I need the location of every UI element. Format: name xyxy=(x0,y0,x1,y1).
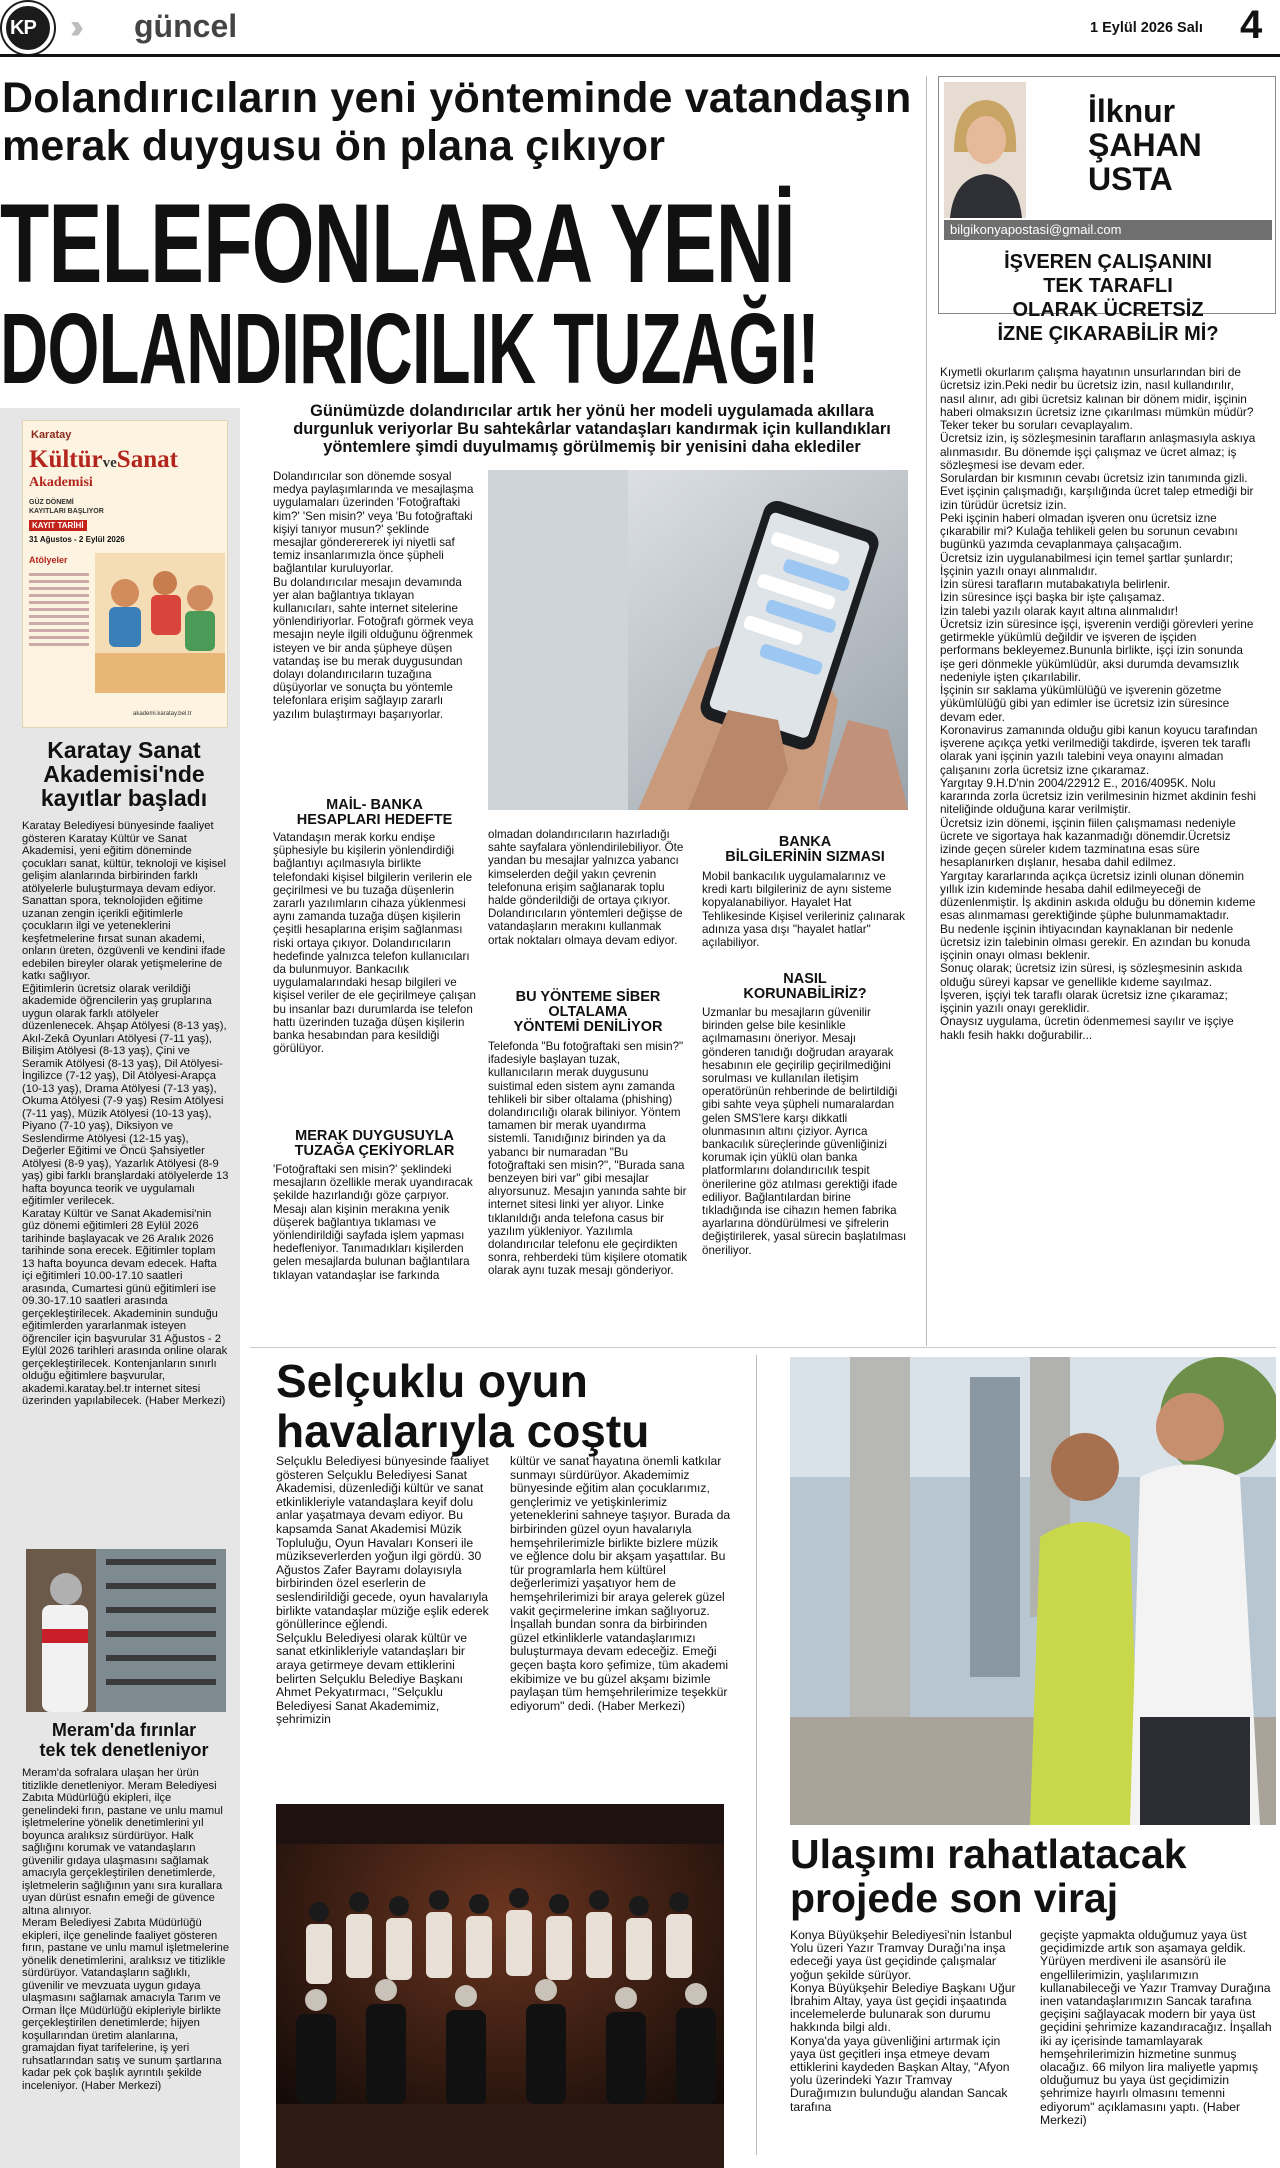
bakery-headline: Meram'da fırınlar tek tek denetleniyor xyxy=(39,1720,209,1760)
masthead xyxy=(0,0,1280,56)
bakery-photo xyxy=(26,1549,226,1712)
lead-headline-2: DOLANDIRICILIK TUZAĞI! xyxy=(0,293,819,405)
author-last: ŞAHAN xyxy=(1088,127,1202,163)
selcuklu-text-1: Selçuklu Belediyesi bünyesinde faaliyet gösteren Selçuklu Belediyesi Sanat Akademisi, düzenlediği kültür ve sanat etkinlikleriyle vatandaşlara keyif dolu anlar yaşatmaya devam ediyor. Bu kapsamda Sanat Akademisi Müzik Topluluğu, Oyun Havaları Konseri ile müzikseverlerden yoğun ilgi gördü. 30 Ağustos Zafer Bayramı dolayısıyla birbirinden özel eserlerin de seslendirildiği gecede, oyun havalarıyla birlikte vatandaşlar müziğe eşlik ederek gönüllerince eğlendi. Selçuklu Belediyesi olarak kültür ve sanat etkinlikleriyle vatandaşları bir araya getirmeye devam ettiklerini belirten Selçuklu Belediye Başkanı Ahmet Pekyatırmacı, "Selçuklu Belediyesi Sanat Akademimiz, şehrimizin xyxy=(276,1454,489,1727)
lead-kicker: Dolandırıcıların yeni yönteminde vatandaşın merak duygusu ön plana çıkıyor xyxy=(2,74,912,170)
author-first: İlknur xyxy=(1088,93,1176,129)
page-number: 4 xyxy=(1240,3,1263,47)
lead-headline-1: TELEFONLARA YENİ xyxy=(0,181,795,306)
selcuklu-text-2: kültür ve sanat hayatına önemli katkılar sunmayı sürdürüyor. Akademimiz bünyesinde eğitim alan çocuklarımız, gençlerimiz ve yetişkinlerimiz yeteneklerini sahneye taşıyor. Burada da birbirinden güzel oyun havalarıyla hemşehrilerimizle birlikte bizlere müzik ve eğlence dolu bir akşam yaşattılar. Bu tür programlarla hem kültürel değerlerimizi yaşatıyor hem de hemşehrilerimizi bir araya gelerek güzel vakit geçirmelerine imkan sağlıyoruz. İnşallah bundan sonra da birbirinden güzel etkinliklerle vatandaşlarımızı buluşturmaya devam edeceğiz. Emeği geçen başta koro şefimize, tüm akademi ekibimize ve bu güzel akşamı bizimle paylaşan tüm hemşehrilerimize teşekkür ediyorum" dedi. (Haber Merkezi) xyxy=(510,1454,731,1713)
logo: KP xyxy=(2,2,54,54)
lead-sub-korunma: NASIL KORUNABİLİRİZ? xyxy=(743,971,867,1002)
section-name: güncel xyxy=(134,8,238,44)
lead-text-b: Vatandaşın merak korku endişe şüphesiyle bu kişilerin yönlendirdiği bağlantıyı açılmasıyla birlikte telefondaki kişisel bilgilerin verilerin ele geçirilmesi ve bu tuzağa düşenlerin zararlı yazılımların cihaza yüklenmesi aynı zamanda tuzağa düşen kişilerin çeşitli hesaplarına erişim sağlanması riski ortaya çıkıyor. Dolandırıcıların hedefinde yalnızca telefon kullanıcıları da bulunmuyor. Bankacılık uygulamalarındaki hesap bilgileri ve kişisel veriler de ele geçirilmeye çalışan bu insanlar bazı durumlarda ise telefon hattı üzerinden tuzağa düşen kişilerin banka hesabından para kesildiği görülüyor. xyxy=(273,831,476,1056)
lead-text-g: Uzmanlar bu mesajların güvenilir birinden gelse bile kesinlikle açılmamasını öneriyor. Mesajı gönderen tanıdığı doğrudan arayarak hesabının ele geçirilip geçirilmediğini sorulması ve kullanılan iletişim operatörünün rehberinde de belirtildiği gibi sahte veya şüpheli numaralardan gelen SMS'lere karşı dikkatli olunmasının altını çiziyor. Ayrıca bankacılık süreçlerinde güvenliğinizi korumak için yüklü olan banka platformlarını dolandırıcılık tespit önerilerine göz atılması gerektiği ifade ediliyor. Bağlantılardan birine tıkladığında ise cihazın hemen fabrika ayarlarına döndürülmesi ve şifrelerin değiştirilerek, yasal sürecin başlatılması öneriliyor. xyxy=(702,1006,907,1257)
lead-text-f: Mobil bankacılık uygulamalarınız ve kredi kartı bilgileriniz de aynı sisteme kopyalanabiliyor. Hayalet Hat Tehlikesinde Kişisel verileriniz çalınarak adınıza yasa dışı "hayalet hatlar" açılabiliyor. xyxy=(702,870,905,950)
author-email: bilgikonyapostasi@gmail.com xyxy=(944,220,1272,240)
rule-mid xyxy=(250,1347,1276,1348)
concert-photo xyxy=(276,1804,724,2168)
karatay-text: Karatay Belediyesi bünyesinde faaliyet gösteren Karatay Kültür ve Sanat Akademisi, yeni eğitim döneminde çocukları sanat, kültür, teknoloji ve kişisel gelişim alanlarında birbirinden farklı atölyelerle buluşturmaya devam ediyor. Sanattan sporа, teknolojiden eğitime uzanan zengin içerikli eğitimlerle çocukların ilgi ve yeteneklerini keşfetmelerine fırsat sunan akademi, onların üreten, özgüvenli ve kendini ifade edebilen bireyler olarak yetişmelerine de katkı sağlıyor. Eğitimlerin ücretsiz olarak verildiği akademide öğrencilerin yaş gruplarına uygun olarak farklı atölyeler düzenlenecek. Ahşap Atölyesi (8-13 yaş), Akıl-Zekâ Oyunları Atölyesi (7-11 yaş), Bilişim Atölyesi (8-13 yaş), Çini ve Seramik Atölyesi (8-13 yaş), Dil Atölyesi-İngilizce (7-12 yaş), Dil Atölyesi-Arapça (10-13 yaş), Drama Atölyesi (7-13 yaş), Okuma Atölyesi (7-9 yaş) Resim Atölyesi (7-11 yaş), Müzik Atölyesi (10-13 yaş), Piyano (7-10 yaş), Diksiyon ve Seslendirme Atölyesi (12-15 yaş), Değerler Eğitimi ve Öncü Şahsiyetler Atölyesi (8-9 yaş), Yazarlık Atölyesi (8-9 yaş) gibi farklı branşlardaki atölyelerde 13 hafta boyunca teorik ve uygulamalı eğitimler verilecek. Karatay Kültür ve Sanat Akademisi'nin güz dönemi eğitimleri 28 Eylül 2026 tarihinde başlayacak ve 26 Aralık 2026 tarihinde sona erecek. Eğitimler toplam 13 hafta boyunca devam edecek. Hafta içi eğitimleri 10.00-17.10 saatleri arasında, Cumartesi günü eğitimleri ise 09.30-17.10 saatleri arasında gerçekleştirilecek. Akademinin sunduğu eğitimlerden yararlanmak isteyen öğrenciler için başvurular 31 Ağustos - 2 Eylül 2026 tarihleri arasında online olarak gerçekleştirilecek. Kontenjanların sınırlı olduğu eğitimlere başvurular, akademi.karatay.bel.tr internet sitesi üzerinden yapılabilecek. (Haber Merkezi) xyxy=(22,820,229,1407)
lead-sub-merak: MERAK DUYGUSUYLA TUZAĞA ÇEKİYORLAR xyxy=(294,1128,455,1159)
ulasim-text-1: Konya Büyükşehir Belediyesi'nin İstanbul Yolu üzeri Yazır Tramvay Durağı'na inşa edeceği yaya üst geçidinde çalışmalar yoğun şekilde sürüyor. Konya Büyükşehir Belediye Başkanı Uğur İbrahim Altay, yaya üst geçidi inşaatında incelemelerde bulunarak son durumu hakkında bilgi aldı. Konya'da yaya güvenliğini artırmak için yaya üst geçitleri inşa etmeye devam ettiklerini kaydeden Başkan Altay, "Afyon yolu üzerindeki Yazır Tramvay Durağımızın bulunduğu alandan Sancak tarafına xyxy=(790,1928,1016,2114)
lead-sub-oltalama: BU YÖNTEME SİBER OLTALAMA YÖNTEMİ DENİLİYOR xyxy=(513,989,663,1035)
column-text: Kıymetli okurlarım çalışma hayatının unsurlarından biri de ücretsiz izin.Peki nedir bu ücretsiz izin, nasıl kullandırılır, nasıl alınır, adı gibi ücretsiz kalınan bir dönem midir, işçinin haberi olmaksızın ücretsiz izne çıkarılması mümkün müdür? Teker teker bu soruları cevaplayalım. Ücretsiz izin, iş sözleşmesinin tarafların anlaşmasıyla askıya alınmasıdır. Bu dönemde işçi çalışmaz ve ücret almaz; iş sözleşmesi ise devam eder. Sorulardan bir kısmının cevabı ücretsiz izin tanımında gizli. Evet işçinin çalışmadığı, karşılığında ücret talep etmediği bir izin türüdür ücretsiz izin. Peki işçinin haberi olmadan işveren onu ücretsiz izne çıkarabilir mi? Kulağa tehlikeli gelen bu sorunun cevabını bugünkü yazımda cevaplanmaya çalışacağım. Ücretsiz izin uygulanabilmesi için temel şartlar şunlardır; İşçinin yazılı onayı alınmalıdır. İzin süresi tarafların mutabakatıyla belirlenir. İzin süresince işçi başka bir işte çalışamaz. İzin talebi yazılı olarak kayıt altına alınmalıdır! Ücretsiz izin süresince işçi, işverenin verdiği görevleri yerine getirmekle yükümlü değildir ve işveren de işçiden performans bekleyemez.Bununla birlikte, işçi izin sonunda işe geri dönmekle yükümlüdür, aksi durumda devamsızlık nedeniyle işten çıkarılabilir. İşçinin sır saklama yükümlülüğü ve işverenin gözetme yükümlülüğü gibi yan edimler ise ücretsiz izin süresince devam eder. Koronavirus zamanında olduğu gibi kanun koyucu tarafından işverene açıkça yetki verilmediği takdirde, işveren tek taraflı olarak yani işçinin yazılı talebini veya onayını almadan çalışanını zorla ücretsiz izne çıkaramaz. Yargıtay 9.H.D'nin 2004/22912 E., 2016/4095K. Nolu kararında zorla ücretsiz izin verilmesinin hizmet akdinin feshi niteliğinde olduğuna karar verilmiştir. Ücretsiz izin dönemi, işçinin fiilen çalışmaması nedeniyle ücrete ve sigortaya hak kazanmadığı dönemdir.Ücretsiz izinde geçen süreler kıdem tazminatına esas süre hesaplanırken dışlanır, hesaba dahil edilmez. Yargıtay kararlarında açıkça ücretsiz izinli olunan dönemin yıllık izin kıdeminde hesaba dahil edilmeyeceği de düzenlenmiştir. İş akdinin askıda olduğu bu dönemin kıdeme esas alınmaması gerektiğinde şüphe bulunmamaktadır. Bu nedenle işçinin ihtiyacından kaynaklanan bir nedenle ücretsiz izin talebinin olması gerekir. En azından bu konuda işçinin onayı olması beklenir. Sonuç olarak; ücretsiz izin süresi, iş sözleşmesinin askıda olduğu süreyi kapsar ve genellikle kıdeme sayılmaz. İşveren, işçiyi tek taraflı olarak ücretsiz izne çıkaramaz; işçinin yazılı onayı gereklidir. Onaysız uygulama, ücretin ödenmemesi sayılır ve işçiye haklı fesih hakkı doğurabilir... xyxy=(940,365,1258,1042)
lead-deck: Günümüzde dolandırıcılar artık her yönü her modeli uygulamada akıllara durgunluk veriyorlar Bu sahtekârlar vatandaşları kandırmak için kullandıkları yöntemlere şimdi duyulmamış görülmemiş bir yenisini daha eklediler xyxy=(293,402,891,456)
lead-sub-banka: BANKA BİLGİLERİNİN SIZMASI xyxy=(725,834,885,865)
ulasim-headline: Ulaşımı rahatlatacak projede son viraj xyxy=(790,1831,1187,1921)
rule-vertical xyxy=(926,76,927,1346)
chevrons-icon: ››› xyxy=(70,8,74,46)
lead-sub-mail: MAİL- BANKA HESAPLARI HEDEFTE xyxy=(296,797,453,828)
rule-vertical-2 xyxy=(756,1355,757,2155)
ulasim-text-2: geçişte yapmakta olduğumuz yaya üst geçidimizde artık son aşamaya geldik. Yürüyen merdiveni ile asansörü ile engellilerimizin, yaşlılarımızın kullanabileceği ve Yazır Tramvay Durağına inen vatandaşlarımızın Sancak tarafına geçişini sağlayacak modern bir yaya üst geçidini şehrimize kazandıracağız. İnşallah iki ay içerisinde tamamlayarak hemşehrilerimizin hizmetine sunmuş olacağız. 66 milyon lira maliyetle yapmış olduğumuz bu yaya üst geçidimizin şehrimize hayırlı olmasını temenni ediyorum" açıklamasını yaptı. (Haber Merkezi) xyxy=(1040,1928,1272,2127)
phone-photo xyxy=(488,470,908,810)
karatay-headline: Karatay Sanat Akademisi'nde kayıtlar başladı xyxy=(40,737,208,811)
lead-text-e: Telefonda "Bu fotoğraftaki sen misin?" ifadesiyle başlayan tuzak, kullanıcıların merak duygusunu suistimal eden sistem aynı zamanda tehlikeli bir siber oltalama (phishing) dolandırıcılığı olarak biliniyor. Yöntem tamamen bir merak uyandırma sistemli. Tanıdığınız birinden ya da yabancı bir numaradan "Bu fotoğraftaki sen misin?", "Burada sana benzeyen biri var" gibi mesajlar alıyorsunuz. Mesajın yanında sahte bir internet sitesi linki yer alıyor. Linke tıklanıldığı anda telefona casus bir yazılım yükleniyor. Yazılımla dolandırıcılar telefonu ele geçirdikten sonra, rehberdeki tüm kişilere otomatik olarak aynı tuzak mesajı gönderiyor. xyxy=(488,1040,688,1278)
lead-text-d: olmadan dolandırıcıların hazırladığı sahte sayfalara yönlendirilebiliyor. Öte yandan bu mesajlar yalnızca yabancı kimselerden değil yakın çevrenin telefonuna erişim sağlanarak toplu halde gönderildiği de ortaya çıkıyor. Dolandırıcıların yöntemleri değişse de vatandaşların merakını kullanmak ortak noktaları olmaya devam ediyor. xyxy=(488,828,684,947)
header-rule xyxy=(0,54,1280,57)
karatay-poster: Karatay KültürveSanat Akademisi GÜZ DÖNEMİ KAYITLARI BAŞLIYOR KAYIT TARİHİ 31 Ağustos - 2 Eylül 2026 Atölyeler akademi.karatay.bel.tr xyxy=(22,420,228,728)
poster-illustration xyxy=(95,553,225,693)
lead-text-a: Dolandırıcılar son dönemde sosyal medya paylaşımlarında ve mesajlaşma uygulamaları üzerinden 'Fotoğraftaki kim?' 'Sen misin?' veya 'Bu fotoğraftaki kişiyi tanıyor musun?' şeklinde mesajlar gönderererek iyi niyetli saf temiz insanlarımızla önce şüpheli bağlantılar kuruluyorlar. Bu dolandırıcılar mesajın devamında yer alan bağlantıya tıklayan kullanıcıları, sahte internet sitelerine yönlendiriyorlar. Fotoğrafı görmek veya mesajın neyle ilgili olduğunu öğrenmek isteyen ve bir anda şüpheye düşen vatandaş ise bu merak duygusundan dolayı dolandırıcıların tuzağına düşüyorlar ve sonuçta bu yöntemle telefonlara erişim sağlayıp zararlı yazılım bulaştırmayı başarıyorlar. xyxy=(273,470,474,721)
author-last-2: USTA xyxy=(1088,161,1173,197)
selcuklu-headline: Selçuklu oyun havalarıyla coştu xyxy=(276,1355,650,1457)
bridge-photo xyxy=(790,1357,1276,1825)
lead-text-c: 'Fotoğraftaki sen misin?' şeklindeki mesajların özellikle merak uyandıracak şekilde hazırlandığı göze çarpıyor. Mesajı alan kişinin merakına yenik düşerek bağlantıya tıklaması ve yönlendirildiği sayfada işlem yapması hedefleniyor. Tanımadıkları kişilerden gelen mesajlarda bulunan bağlantılara tıklayan vatandaşlar ise farkında xyxy=(273,1163,473,1282)
header-date: 1 Eylül 2026 Salı xyxy=(1090,20,1203,36)
bakery-text: Meram'da sofralara ulaşan her ürün titizlikle denetleniyor. Meram Belediyesi Zabıta Müdürlüğü ekipleri, ilçe genelindeki fırın, pastane ve unlu mamul işletmelerine yönelik denetimlerini yıl boyunca aralıksız sürdürüyor. Halk sağlığını korumak ve vatandaşların güvenilir gıdaya ulaşmasını sağlamak amacıyla gerçekleştirilen denetimlerde, işletmelerin sağlığının yanı sıra kurallara uyan dürüst esnafın emeği de güvence altına alınıyor. Meram Belediyesi Zabıta Müdürlüğü ekipleri, ilçe genelinde faaliyet gösteren fırın, pastane ve unlu mamul işletmelerine yönelik denetimlerini, aralıksız ve titizlikle sürdürüyor. Vatandaşların sağlıklı, güvenilir ve mevzuata uygun gıdaya ulaşmasını sağlamak amacıyla Tarım ve Orman İlçe Müdürlüğü ekipleriyle birlikte gerçekleştirilen denetimlerde; hijyen koşullarından üretim alanlarına, gramajdan fiyat tarifelerine, iş yeri ruhsatlarından satış ve sunum şartlarına kadar pek çok başlık ayrıntılı şekilde inceleniyor. (Haber Merkezi) xyxy=(22,1767,230,2092)
column-title: İŞVEREN ÇALIŞANINI TEK TARAFLI OLARAK ÜCRETSİZ İZNE ÇIKARABİLİR Mİ? xyxy=(997,251,1219,345)
author-photo xyxy=(944,82,1026,218)
